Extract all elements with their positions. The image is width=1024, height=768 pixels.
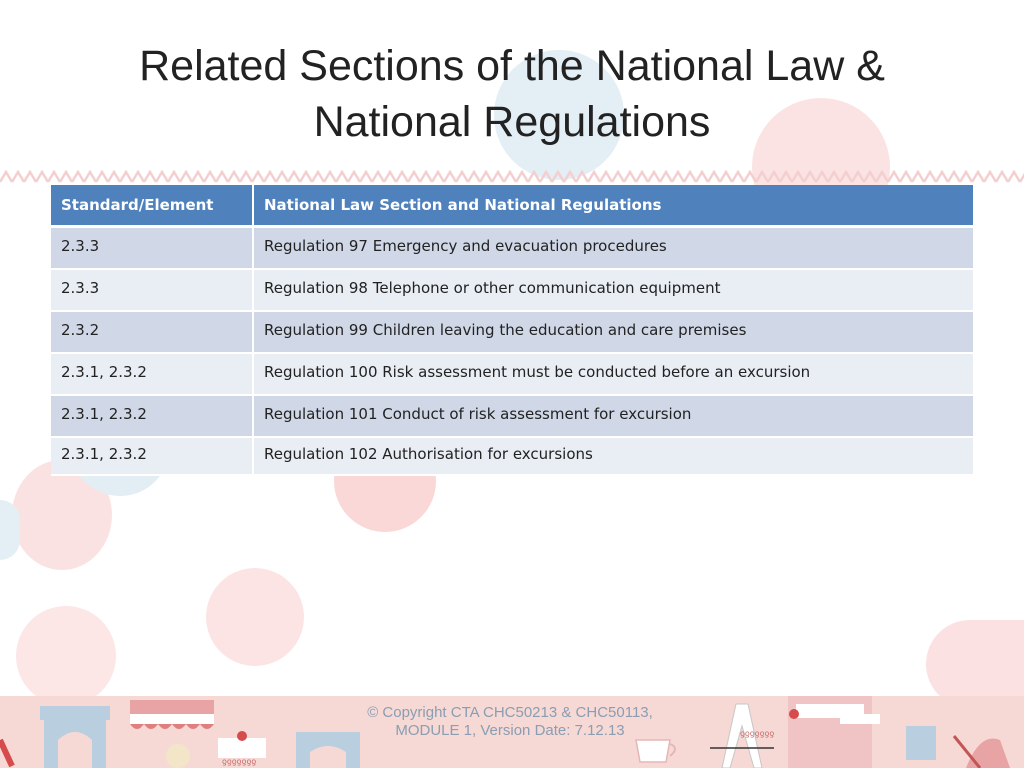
cell-standard: 2.3.1, 2.3.2 (51, 353, 253, 395)
cell-regulation: Regulation 102 Authorisation for excursions (253, 437, 973, 475)
awning-illustration (130, 700, 214, 729)
shop-illustration (740, 696, 880, 768)
table-row (51, 395, 973, 437)
regulations-table-container (51, 185, 973, 476)
table-row (51, 311, 973, 353)
slide-title: Related Sections of the National Law & National Regulations (139, 42, 885, 146)
cell-regulation: Regulation 97 Emergency and evacuation procedures (253, 227, 973, 270)
table-header-row (51, 185, 973, 227)
cell-standard: 2.3.1, 2.3.2 (51, 437, 253, 475)
svg-text:ƍƍƍƍƍƍƍ: ƍƍƍƍƍƍƍ (740, 729, 775, 738)
cell-standard: 2.3.3 (51, 269, 253, 311)
table-row (51, 353, 973, 395)
decor-circle-pink (206, 568, 304, 666)
table-row (51, 227, 973, 270)
decor-circle-blue (0, 500, 20, 560)
cell-standard: 2.3.2 (51, 311, 253, 353)
cake-illustration (166, 731, 266, 768)
decor-circle-pink (926, 620, 1024, 708)
cell-standard: 2.3.3 (51, 227, 253, 270)
svg-text:ƍƍƍƍƍƍƍ: ƍƍƍƍƍƍƍ (222, 757, 257, 766)
decor-circle-pink (16, 606, 116, 706)
cell-regulation: Regulation 99 Children leaving the education and care premises (253, 311, 973, 353)
pencil-illustration (0, 740, 12, 766)
arch-opening (58, 732, 92, 768)
decor-zigzag-border (0, 170, 1024, 184)
column-header-regulation: National Law Section and National Regulations (253, 185, 973, 227)
cell-standard: 2.3.1, 2.3.2 (51, 395, 253, 437)
cup-illustration (636, 740, 675, 762)
jar-illustration (906, 726, 1010, 768)
cell-regulation: Regulation 98 Telephone or other communication equipment (253, 269, 973, 311)
cell-regulation: Regulation 100 Risk assessment must be conducted before an excursion (253, 353, 973, 395)
table-row (51, 269, 973, 311)
table-row (51, 437, 973, 475)
regulations-table (51, 185, 973, 476)
copyright-footer: © Copyright CTA CHC50213 & CHC50113, MODULE 1, Version Date: 7.12.13 (367, 704, 653, 739)
cell-regulation: Regulation 101 Conduct of risk assessment for excursion (253, 395, 973, 437)
column-header-standard: Standard/Element (51, 185, 253, 227)
